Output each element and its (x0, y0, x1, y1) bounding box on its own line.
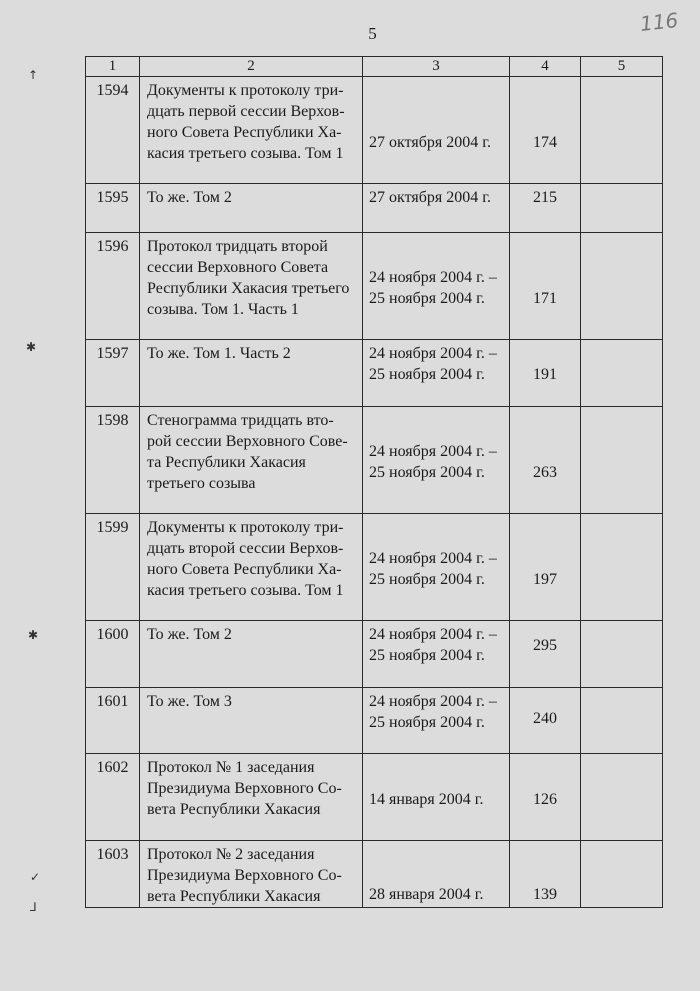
item-sheet-count: 263 (510, 407, 581, 514)
handwritten-folio-number: 116 (638, 8, 680, 36)
margin-mark: ⅃ (30, 900, 37, 914)
item-dates: 24 ноября 2004 г. – 25 ноября 2004 г. (363, 514, 510, 621)
item-dates: 27 октября 2004 г. (363, 184, 510, 233)
item-sheet-count: 139 (510, 841, 581, 908)
table-header-row (86, 57, 663, 77)
item-note (581, 77, 663, 184)
item-number: 1601 (86, 688, 140, 754)
table-row (86, 340, 663, 407)
item-number: 1602 (86, 754, 140, 841)
item-sheet-count: 240 (510, 688, 581, 754)
page-number: 5 (368, 24, 377, 43)
item-dates: 27 октября 2004 г. (363, 77, 510, 184)
item-sheet-count: 215 (510, 184, 581, 233)
item-note (581, 233, 663, 340)
item-number: 1603 (86, 841, 140, 908)
column-header: 1 (86, 57, 140, 77)
item-title: Протокол тридцать второй сессии Верховного Совета Республики Хакасия третьего созыва. Том 1. Часть 1 (140, 233, 363, 340)
margin-mark: ✱ (28, 628, 39, 642)
table-row (86, 754, 663, 841)
item-dates: 28 января 2004 г. (363, 841, 510, 908)
item-number: 1597 (86, 340, 140, 407)
item-title: Стенограмма тридцать вто- рой сессии Верховного Сове- та Республики Хакасия третьего созыва (140, 407, 363, 514)
item-title: То же. Том 2 (140, 184, 363, 233)
column-header: 2 (140, 57, 363, 77)
table-row (86, 621, 663, 688)
item-dates: 24 ноября 2004 г. – 25 ноября 2004 г. (363, 233, 510, 340)
table-row (86, 184, 663, 233)
table-row (86, 77, 663, 184)
item-title: Документы к протоколу три- дцать второй сессии Верхов- ного Совета Республики Ха- касия третьего созыва. Том 1 (140, 514, 363, 621)
item-note (581, 340, 663, 407)
item-number: 1594 (86, 77, 140, 184)
margin-mark: ✓ (30, 870, 41, 884)
margin-mark: ↑ (28, 68, 39, 82)
item-dates: 14 января 2004 г. (363, 754, 510, 841)
item-sheet-count: 174 (510, 77, 581, 184)
item-title: То же. Том 2 (140, 621, 363, 688)
item-title: То же. Том 3 (140, 688, 363, 754)
item-note (581, 621, 663, 688)
item-sheet-count: 295 (510, 621, 581, 688)
table-row (86, 233, 663, 340)
column-header: 4 (510, 57, 581, 77)
margin-mark: ✱ (26, 340, 37, 354)
item-sheet-count: 197 (510, 514, 581, 621)
item-note (581, 841, 663, 908)
item-dates: 24 ноября 2004 г. – 25 ноября 2004 г. (363, 688, 510, 754)
item-title: Протокол № 2 заседания Президиума Верховного Со- вета Республики Хакасия (140, 841, 363, 908)
item-sheet-count: 191 (510, 340, 581, 407)
item-number: 1595 (86, 184, 140, 233)
item-note (581, 184, 663, 233)
item-number: 1598 (86, 407, 140, 514)
item-dates: 24 ноября 2004 г. – 25 ноября 2004 г. (363, 407, 510, 514)
item-title: Документы к протоколу три- дцать первой сессии Верхов- ного Совета Республики Ха- касия третьего созыва. Том 1 (140, 77, 363, 184)
item-note (581, 407, 663, 514)
table-row (86, 514, 663, 621)
column-header: 5 (581, 57, 663, 77)
item-sheet-count: 126 (510, 754, 581, 841)
item-dates: 24 ноября 2004 г. – 25 ноября 2004 г. (363, 340, 510, 407)
column-header: 3 (363, 57, 510, 77)
table-row (86, 688, 663, 754)
table-row (86, 841, 663, 908)
item-number: 1599 (86, 514, 140, 621)
table-row (86, 407, 663, 514)
item-note (581, 514, 663, 621)
item-dates: 24 ноября 2004 г. – 25 ноября 2004 г. (363, 621, 510, 688)
item-title: То же. Том 1. Часть 2 (140, 340, 363, 407)
inventory-table (85, 56, 663, 908)
item-note (581, 754, 663, 841)
item-sheet-count: 171 (510, 233, 581, 340)
item-number: 1596 (86, 233, 140, 340)
item-number: 1600 (86, 621, 140, 688)
item-note (581, 688, 663, 754)
item-title: Протокол № 1 заседания Президиума Верховного Со- вета Республики Хакасия (140, 754, 363, 841)
